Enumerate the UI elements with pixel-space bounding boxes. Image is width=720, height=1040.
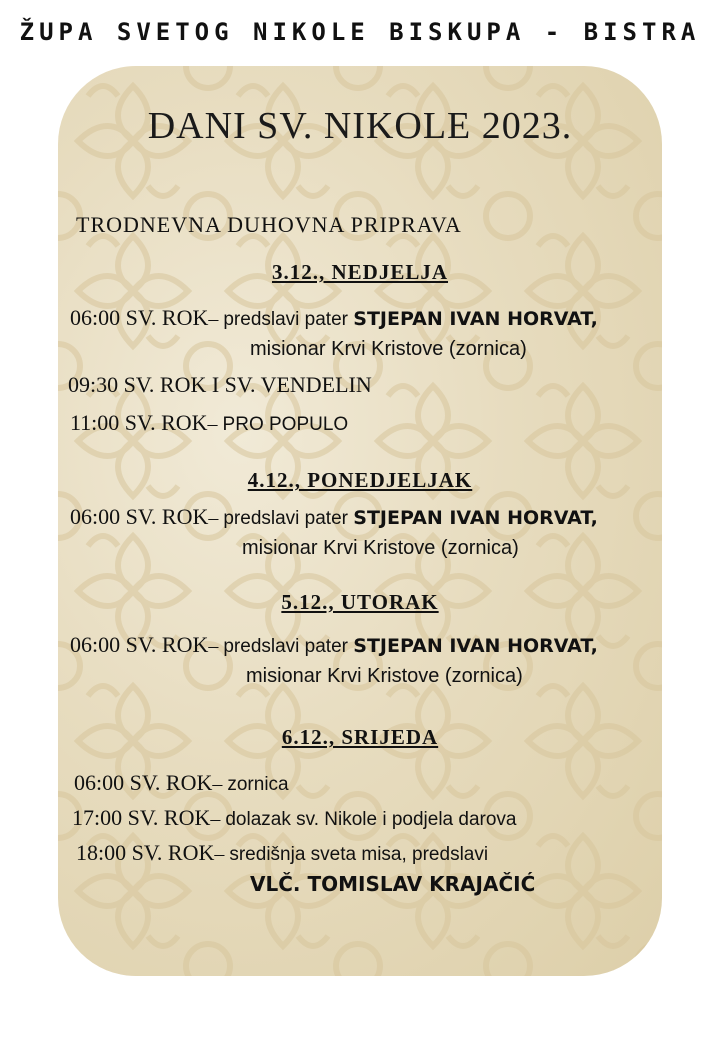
schedule-entry: 06:00 SV. ROK– predslavi pater STJEPAN IVAN HORVAT, [70,632,598,657]
entry-text: predslavi pater [223,508,354,529]
entry-time: 11:00 SV. ROK [70,410,208,435]
entry-continuation: misionar Krvi Kristove (zornica) [246,665,523,687]
entry-continuation: misionar Krvi Kristove (zornica) [250,338,527,360]
entry-text: zornica [227,774,289,795]
entry-text: dolazak sv. Nikole i podjela darova [225,809,517,830]
entry-time: 06:00 SV. ROK [70,504,209,529]
schedule-entry: 18:00 SV. ROK– središnja sveta misa, predslavi [76,840,489,865]
subtitle: TRODNEVNA DUHOVNA PRIPRAVA [76,212,462,237]
entry-celebrant: VLČ. TOMISLAV KRAJAČIĆ [250,872,536,896]
entry-celebrant: STJEPAN IVAN HORVAT, [353,507,598,529]
entry-time: 06:00 SV. ROK [74,770,213,795]
entry-celebrant: STJEPAN IVAN HORVAT, [353,635,598,657]
entry-time: 17:00 SV. ROK [72,805,211,830]
schedule-entry: 11:00 SV. ROK– PRO POPULO [70,410,349,435]
entry-text: predslavi pater [223,309,354,330]
entry-continuation: misionar Krvi Kristove (zornica) [242,537,519,559]
entry-text: PRO POPULO [222,414,349,435]
schedule-entry [68,372,372,398]
event-title: DANI SV. NIKOLE 2023. [147,105,573,147]
schedule-entry: 06:00 SV. ROK– predslavi pater STJEPAN IVAN HORVAT, [70,305,598,330]
day-heading: 6.12., SRIJEDA [281,725,439,749]
schedule-entry: 17:00 SV. ROK– dolazak sv. Nikole i podjela darova [72,805,517,830]
entry-time: 09:30 SV. ROK I SV. VENDELIN [68,372,372,397]
entry-time: 06:00 SV. ROK [70,632,209,657]
day-heading: 3.12., NEDJELJA [271,260,449,284]
entry-text: središnja sveta misa, predslavi [229,844,489,865]
entry-time: 06:00 SV. ROK [70,305,209,330]
entry-celebrant: STJEPAN IVAN HORVAT, [353,308,598,330]
day-heading: 4.12., PONEDJELJAK [247,468,473,492]
schedule-entry: 06:00 SV. ROK– zornica [74,770,289,795]
schedule-entry: 06:00 SV. ROK– predslavi pater STJEPAN IVAN HORVAT, [70,504,598,529]
parish-header: ŽUPA SVETOG NIKOLE BISKUPA - BISTRA [19,18,701,46]
day-heading: 5.12., UTORAK [281,590,439,614]
entry-text: predslavi pater [223,636,354,657]
entry-time: 18:00 SV. ROK [76,840,215,865]
